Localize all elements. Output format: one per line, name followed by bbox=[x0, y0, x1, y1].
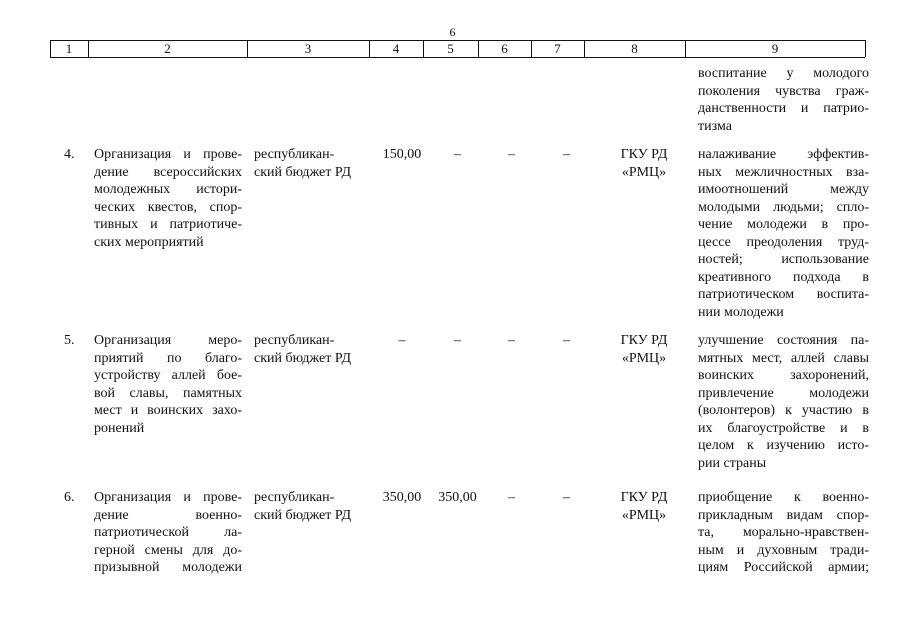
text-line: прикладным видам спор- bbox=[698, 507, 869, 523]
header-col-4: 4 bbox=[392, 41, 400, 56]
text-line: «РМЦ» bbox=[621, 350, 667, 366]
row-5-executor bbox=[594, 332, 694, 367]
text-line: креативного подхода в bbox=[698, 269, 869, 285]
text-line: улучшение состояния па- bbox=[698, 333, 869, 348]
text-line: герной смены для до- bbox=[94, 542, 242, 558]
text-line: мест и воинских захо- bbox=[94, 403, 242, 418]
text-line: рии страны bbox=[698, 455, 767, 471]
row-4-number: 4. bbox=[64, 147, 75, 162]
text-line: их благоустройстве и в bbox=[698, 420, 869, 436]
text-line: мятных мест, аллей славы bbox=[698, 350, 869, 366]
text-line: та, морально-нравствен- bbox=[698, 525, 869, 540]
text-line: имоотношений между bbox=[698, 182, 869, 197]
text-line: ностей; использование bbox=[698, 252, 869, 267]
text-line: республикан- bbox=[254, 333, 335, 348]
text-line: циям Российской армии; bbox=[698, 560, 869, 575]
header-col-1: 1 bbox=[65, 41, 73, 56]
text-line: ГКУ РД bbox=[620, 333, 668, 348]
row-4-executor bbox=[594, 146, 694, 181]
row-6-col6: – bbox=[508, 490, 515, 505]
text-line: ГКУ РД bbox=[620, 490, 668, 505]
header-col-2: 2 bbox=[164, 41, 171, 56]
row-4-source bbox=[254, 146, 368, 181]
header-bottom-rule bbox=[50, 57, 865, 58]
text-line: республикан- bbox=[254, 147, 335, 162]
text-line: приятий по благо- bbox=[94, 350, 242, 366]
row-5-result bbox=[698, 332, 869, 472]
row-5-number: 5. bbox=[64, 333, 75, 348]
text-line: ских мероприятий bbox=[94, 234, 204, 250]
row-5-col6: – bbox=[508, 333, 515, 348]
text-line: дение всероссийских bbox=[94, 164, 242, 180]
text-line: целом к изучению исто- bbox=[698, 438, 869, 453]
text-line: вой славы, памятных bbox=[94, 385, 242, 401]
text-line: ным и духовным тради- bbox=[698, 542, 869, 558]
text-line: ский бюджет РД bbox=[254, 164, 352, 180]
text-line: ский бюджет РД bbox=[254, 350, 352, 366]
text-line: патриотическом воспита- bbox=[698, 287, 869, 302]
page-number: 6 bbox=[449, 25, 456, 39]
text-line: молодежных истори- bbox=[94, 182, 242, 197]
text-line: ронений bbox=[94, 420, 145, 436]
row-5-source bbox=[254, 332, 368, 367]
text-line: ГКУ РД bbox=[620, 147, 668, 162]
text-line: цессе преодоления труд- bbox=[698, 234, 869, 250]
row-5-col7: – bbox=[563, 333, 570, 348]
text-line: ский бюджет РД bbox=[254, 507, 352, 523]
text-line: молодыми людьми; спло- bbox=[698, 199, 869, 215]
text-line: Организация меро- bbox=[94, 333, 242, 348]
continuation-result bbox=[698, 65, 869, 135]
row-6-col5: 350,00 bbox=[438, 490, 477, 505]
text-line: призывной молодежи bbox=[94, 560, 242, 575]
row-6-number: 6. bbox=[64, 490, 75, 505]
header-col-5: 5 bbox=[447, 41, 454, 56]
header-col-7: 7 bbox=[554, 41, 561, 56]
text-line: (волонтеров) к участию в bbox=[698, 403, 869, 418]
row-4-col5: – bbox=[454, 147, 461, 162]
header-col-8: 8 bbox=[631, 41, 638, 56]
text-line: «РМЦ» bbox=[621, 164, 667, 180]
text-line: приобщение к военно- bbox=[698, 490, 869, 505]
text-line: тивных и патриотиче- bbox=[94, 217, 242, 232]
text-line: привлечение молодежи bbox=[698, 385, 869, 401]
row-6-result bbox=[698, 489, 869, 577]
row-4-col6: – bbox=[508, 147, 515, 162]
text-line: патриотической ла- bbox=[94, 525, 242, 540]
row-4-name bbox=[94, 146, 242, 251]
text-line: Организация и прове- bbox=[94, 490, 242, 505]
text-line: поколения чувства граж- bbox=[698, 83, 869, 99]
text-line: тизма bbox=[698, 118, 732, 134]
row-6-col7: – bbox=[563, 490, 570, 505]
row-6-col4: 350,00 bbox=[382, 490, 422, 505]
text-line: воинских захоронений, bbox=[698, 368, 869, 383]
text-line: «РМЦ» bbox=[621, 507, 667, 523]
row-6-executor bbox=[594, 489, 694, 524]
header-col-3: 3 bbox=[304, 41, 312, 56]
text-line: дение военно- bbox=[94, 507, 242, 523]
row-4-col7: – bbox=[563, 147, 570, 162]
text-line: данственности и патрио- bbox=[698, 101, 869, 116]
text-line: ческих квестов, спор- bbox=[94, 199, 242, 215]
row-5-col4: – bbox=[398, 333, 406, 348]
text-line: налаживание эффектив- bbox=[698, 147, 869, 162]
header-col-9: 9 bbox=[771, 41, 779, 56]
text-line: чение молодежи в про- bbox=[698, 217, 869, 232]
header-divider bbox=[865, 40, 866, 57]
row-4-col4: 150,00 bbox=[382, 147, 422, 162]
header-col-6: 6 bbox=[501, 41, 508, 56]
row-5-name bbox=[94, 332, 242, 437]
text-line: ных межличностных вза- bbox=[698, 164, 869, 180]
row-5-col5: – bbox=[454, 333, 461, 348]
text-line: воспитание у молодого bbox=[698, 66, 869, 81]
text-line: нии молодежи bbox=[698, 304, 784, 320]
text-line: Организация и прове- bbox=[94, 147, 242, 162]
row-6-name bbox=[94, 489, 242, 577]
row-4-result bbox=[698, 146, 869, 321]
row-6-source bbox=[254, 489, 368, 524]
text-line: устройству аллей бое- bbox=[94, 368, 242, 383]
text-line: республикан- bbox=[254, 490, 335, 505]
